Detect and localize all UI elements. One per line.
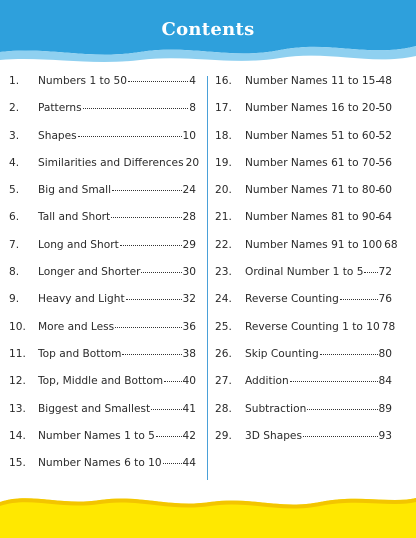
dot-leader <box>128 80 188 82</box>
entry-number: 19. <box>215 156 232 169</box>
entry-page-number: 30 <box>182 266 196 279</box>
entry-title: Top, Middle and Bottom <box>38 375 164 388</box>
entry-page-number: 38 <box>182 347 196 360</box>
entry-page-number: 4 <box>189 75 196 87</box>
contents-entry <box>9 130 196 157</box>
contents-entry <box>215 348 392 375</box>
entry-page-number: 76 <box>378 293 392 306</box>
contents-entry <box>215 157 392 184</box>
contents-entry <box>215 238 398 266</box>
entry-title: Patterns <box>38 102 82 115</box>
entry-page-number: 28 <box>182 211 196 224</box>
entry-title: Number Names 71 to 80 <box>245 184 376 197</box>
dot-leader <box>376 162 377 164</box>
dot-leader <box>112 189 181 191</box>
entry-page-number: 29 <box>182 238 196 251</box>
entry-page-number: 93 <box>378 429 392 442</box>
contents-entry <box>9 293 196 320</box>
dot-leader <box>120 244 182 246</box>
entry-number: 18. <box>215 129 232 142</box>
entry-number: 4. <box>9 156 20 169</box>
entry-page-number: 68 <box>384 238 398 251</box>
column-divider <box>207 76 208 480</box>
entry-page-number: 20 <box>185 156 200 169</box>
contents-entry <box>215 430 392 457</box>
dot-leader <box>78 135 182 137</box>
dot-leader <box>156 435 182 437</box>
entry-title: Biggest and Smallest <box>38 402 151 415</box>
footer-wave-banner <box>0 488 416 538</box>
contents-entry <box>9 156 200 184</box>
entry-title: Number Names 16 to 20 <box>245 102 376 115</box>
contents-right-column <box>215 75 398 457</box>
dot-leader <box>164 380 181 382</box>
entry-page-number: 80 <box>378 347 392 360</box>
entry-title: Shapes <box>38 129 77 142</box>
entry-title: Number Names 6 to 10 <box>38 457 162 470</box>
dot-leader <box>122 353 181 355</box>
contents-left-column <box>9 75 200 484</box>
contents-entry <box>215 266 392 293</box>
page-title: Contents <box>161 19 255 40</box>
entry-page-number: 72 <box>378 266 392 279</box>
dot-leader <box>111 216 181 218</box>
dot-leader <box>126 298 182 300</box>
entry-number: 23. <box>215 266 232 279</box>
contents-entry <box>215 75 392 102</box>
entry-title: Number Names 1 to 5 <box>38 429 155 442</box>
entry-title: Top and Bottom <box>38 347 122 360</box>
entry-number: 7. <box>9 238 20 251</box>
entry-number: 22. <box>215 238 232 251</box>
dot-leader <box>376 107 377 109</box>
contents-entry <box>9 321 196 348</box>
entry-title: More and Less <box>38 320 115 333</box>
entry-page-number: 42 <box>182 429 196 442</box>
entry-number: 14. <box>9 429 26 442</box>
dot-leader <box>376 80 377 82</box>
contents-entry <box>9 403 196 430</box>
contents-entry <box>215 211 392 238</box>
entry-number: 13. <box>9 402 26 415</box>
entry-title: Long and Short <box>38 238 119 251</box>
entry-title: Longer and Shorter <box>38 266 141 279</box>
entry-page-number: 60 <box>378 184 392 197</box>
entry-page-number: 56 <box>378 156 392 169</box>
entry-number: 2. <box>9 102 20 115</box>
contents-entry <box>215 375 392 402</box>
entry-title: Tall and Short <box>38 211 111 224</box>
entry-title: Reverse Counting <box>245 293 339 306</box>
contents-entry <box>9 430 196 457</box>
contents-entry <box>9 211 196 238</box>
entry-number: 17. <box>215 102 232 115</box>
entry-page-number: 48 <box>378 75 392 87</box>
entry-number: 25. <box>215 320 232 333</box>
entry-page-number: 84 <box>378 375 392 388</box>
entry-number: 27. <box>215 375 232 388</box>
entry-number: 29. <box>215 429 232 442</box>
entry-number: 20. <box>215 184 232 197</box>
entry-number: 28. <box>215 402 232 415</box>
entry-title: Number Names 91 to 100 <box>245 238 383 251</box>
contents-entry <box>9 239 196 266</box>
contents-entry <box>9 102 196 129</box>
contents-entry <box>215 320 396 348</box>
contents-entry <box>9 184 196 211</box>
entry-number: 15. <box>9 457 26 470</box>
dot-leader <box>307 408 377 410</box>
entry-page-number: 89 <box>378 402 392 415</box>
entry-title: Subtraction <box>245 402 307 415</box>
entry-number: 26. <box>215 347 232 360</box>
contents-entry <box>215 403 392 430</box>
entry-page-number: 24 <box>182 184 196 197</box>
contents-entry <box>9 266 196 293</box>
entry-page-number: 10 <box>182 129 196 142</box>
entry-page-number: 44 <box>182 457 196 470</box>
contents-entry <box>9 348 196 375</box>
entry-number: 21. <box>215 211 232 224</box>
contents-entry <box>9 375 196 402</box>
entry-page-number: 40 <box>182 375 196 388</box>
dot-leader <box>340 298 378 300</box>
contents-entry <box>215 293 392 320</box>
dot-leader <box>303 435 378 437</box>
entry-page-number: 32 <box>182 293 196 306</box>
entry-number: 12. <box>9 375 26 388</box>
entry-number: 24. <box>215 293 232 306</box>
dot-leader <box>115 326 181 328</box>
entry-title: Similarities and Differences <box>38 156 184 169</box>
dot-leader <box>376 189 377 191</box>
entry-page-number: 50 <box>378 102 392 115</box>
entry-number: 6. <box>9 211 20 224</box>
dot-leader <box>151 408 181 410</box>
entry-title: Number Names 61 to 70 <box>245 156 376 169</box>
dot-leader <box>320 353 378 355</box>
contents-entry <box>9 457 196 484</box>
entry-number: 1. <box>9 75 20 87</box>
entry-number: 5. <box>9 184 20 197</box>
entry-number: 8. <box>9 266 20 279</box>
entry-page-number: 41 <box>182 402 196 415</box>
contents-entry <box>215 102 392 129</box>
entry-number: 9. <box>9 293 20 306</box>
entry-page-number: 64 <box>378 211 392 224</box>
dot-leader <box>163 462 182 464</box>
entry-number: 16. <box>215 75 232 87</box>
entry-number: 3. <box>9 129 20 142</box>
entry-title: Heavy and Light <box>38 293 125 306</box>
dot-leader <box>141 271 181 273</box>
entry-title: Number Names 51 to 60 <box>245 129 376 142</box>
entry-title: Skip Counting <box>245 347 319 360</box>
entry-title: Big and Small <box>38 184 112 197</box>
contents-entry <box>215 130 392 157</box>
contents-entry <box>9 75 196 102</box>
entry-number: 10. <box>9 320 26 333</box>
entry-title: Ordinal Number 1 to 5 <box>245 266 364 279</box>
entry-page-number: 8 <box>189 102 196 115</box>
entry-title: 3D Shapes <box>245 429 302 442</box>
entry-page-number: 36 <box>182 320 196 333</box>
entry-title: Number Names 81 to 90 <box>245 211 376 224</box>
entry-number: 11. <box>9 347 26 360</box>
entry-title: Numbers 1 to 50 <box>38 75 128 87</box>
entry-page-number: 52 <box>378 129 392 142</box>
entry-title: Number Names 11 to 15 <box>245 75 376 87</box>
dot-leader <box>364 271 377 273</box>
entry-page-number: 78 <box>381 320 396 333</box>
dot-leader <box>376 135 377 137</box>
entry-title: Addition <box>245 375 289 388</box>
dot-leader <box>376 216 377 218</box>
contents-entry <box>215 184 392 211</box>
entry-title: Reverse Counting 1 to 10 <box>245 320 380 333</box>
dot-leader <box>83 107 189 109</box>
dot-leader <box>290 380 378 382</box>
